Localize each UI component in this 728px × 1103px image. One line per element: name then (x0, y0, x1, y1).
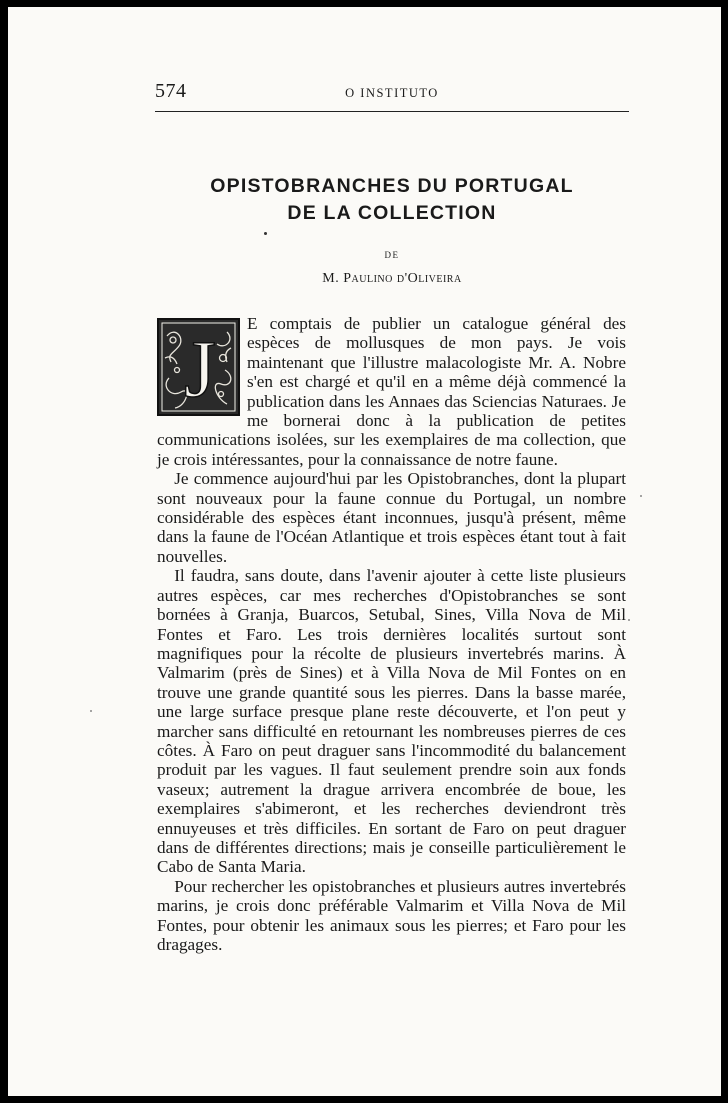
article-title-line-2: DE LA COLLECTION (287, 202, 497, 224)
header-rule (155, 111, 629, 112)
scan-speck (628, 619, 630, 621)
running-head: O INSTITUTO (345, 86, 439, 100)
paragraph-3: Il faudra, sans doute, dans l'avenir ajouter à cette liste plusieurs autres espèces, car mes recherches d'Opistobranches se sont bornées à Granja, Buarcos, Setubal, Sines, Villa Nova de Mil Fontes et Faro. Les trois dernières localités surtout sont magnifiques pour la récolte de plusieurs invertebrés marins. À Valmarim (près de Sines) et à Villa Nova de Mil Fontes on en trouve une grande quantité sous les pierres. Dans la basse marée, une large surface presque plane reste découverte, et l'on peut y marcher sans difficulté en retournant les nombreuses pierres de ces côtes. À Faro on peut draguer sans l'incommodité du balancement produit par les vagues. Il faut seulement prendre soin aux fonds vaseux; autrement la drague arrivera encombrée de boue, les exemplaires s'abimeront, et les recherches deviendront très ennuyeuses et très difficiles. En sortant de Faro on peut draguer dans de différentes directions; mais je conseille particulièrement le Cabo de Santa Maria. (157, 566, 626, 877)
paragraph-1 (157, 314, 626, 469)
print-dot (264, 232, 267, 235)
article-body (157, 314, 626, 954)
ornamental-drop-cap (157, 318, 240, 416)
article-title-line-1: OPISTOBRANCHES DU PORTUGAL (210, 175, 574, 197)
author-name: M. Paulino d'Oliveira (322, 271, 462, 286)
scan-speck (640, 495, 642, 497)
scan-speck (90, 710, 92, 712)
page-number: 574 (155, 80, 187, 102)
byline-de: DE (384, 250, 400, 260)
drop-cap-letter: J (184, 323, 216, 414)
page (8, 7, 721, 1096)
page-header (155, 76, 629, 112)
paragraph-1-text: E comptais de publier un catalogue général des espèces de mollusques de mon pays. Je vois maintenant que l'illustre malacologiste Mr. A. Nobre s'en est chargé et qu'il en a même déjà commencé la publication dans les Annaes das Sciencias Naturaes. Je me bornerai donc à la publication de petites communications isolées, sur les exemplaires de ma collection, que je crois intéressantes, pour la connaissance de notre faune. (157, 314, 626, 469)
paragraph-2: Je commence aujourd'hui par les Opistobranches, dont la plupart sont nouveaux pour la faune connue du Portugal, un nombre considérable des espèces étant inconnues, jusqu'à présent, même dans la faune de l'Océan Atlantique et trois espèces étant tout à fait nouvelles. (157, 469, 626, 566)
paragraph-4: Pour rechercher les opistobranches et plusieurs autres invertebrés marins, je crois donc préférable Valmarim et Villa Nova de Mil Fontes, pour obtenir les animaux sous les pierres; et Faro pour les dragages. (157, 876, 626, 954)
